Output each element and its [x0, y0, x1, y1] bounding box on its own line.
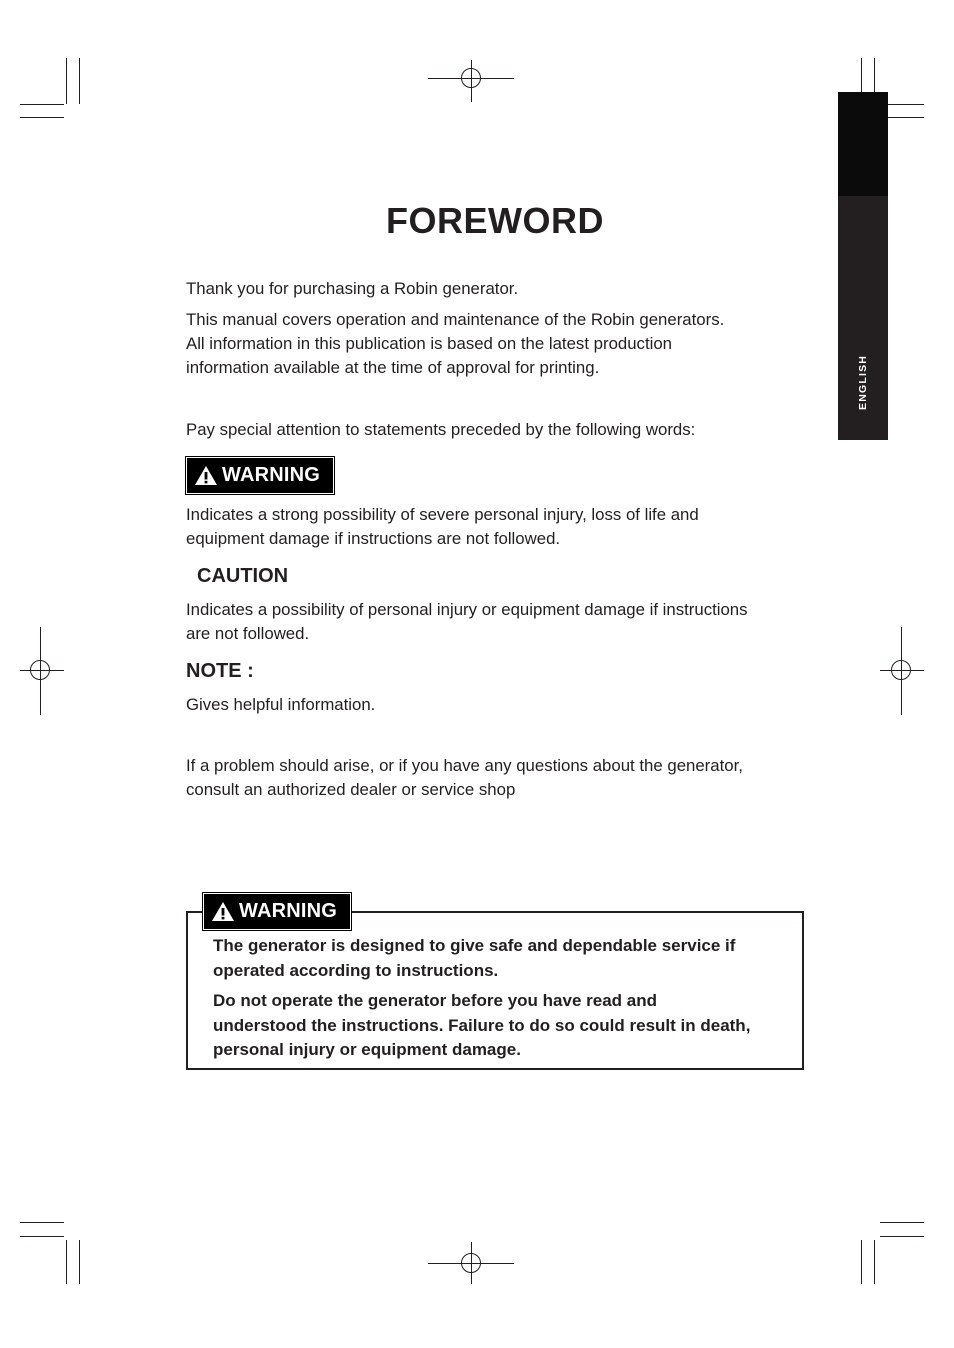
caution-description-line-2: are not followed. — [186, 624, 310, 643]
caution-heading: CAUTION — [197, 565, 289, 587]
warning-triangle-icon — [211, 901, 235, 922]
problem-paragraph-line-2: consult an authorized dealer or service shop — [186, 780, 516, 799]
warning-box-badge — [202, 892, 352, 931]
warning-description-line-2: equipment damage if instructions are not followed. — [186, 529, 561, 548]
language-tab-header — [838, 92, 888, 196]
warning-box-line-4: understood the instructions. Failure to do so could result in death, — [213, 1016, 751, 1035]
note-description: Gives helpful information. — [186, 695, 376, 714]
problem-paragraph-line-1: If a problem should arise, or if you have any questions about the generator, — [186, 756, 743, 775]
warning-badge — [185, 456, 335, 495]
note-heading: NOTE : — [186, 660, 254, 682]
page-title: FOREWORD — [386, 200, 604, 241]
warning-box-line-5: personal injury or equipment damage. — [213, 1040, 521, 1059]
warning-badge-label: WARNING — [222, 464, 321, 486]
language-tab — [838, 92, 888, 440]
intro-paragraph-2-line-1: This manual covers operation and maintenance of the Robin generators. — [186, 310, 725, 329]
warning-box-badge-label: WARNING — [239, 900, 338, 922]
warning-triangle-icon — [194, 465, 218, 486]
warning-description-line-1: Indicates a strong possibility of severe personal injury, loss of life and — [186, 505, 699, 524]
language-tab-label: ENGLISH — [857, 354, 869, 410]
attention-paragraph: Pay special attention to statements preceded by the following words: — [186, 420, 696, 439]
intro-paragraph-2-line-2: All information in this publication is based on the latest production — [186, 334, 673, 353]
caution-description-line-1: Indicates a possibility of personal injury or equipment damage if instructions — [186, 600, 748, 619]
intro-paragraph-2-line-3: information available at the time of approval for printing. — [186, 358, 600, 377]
warning-box-line-1: The generator is designed to give safe and dependable service if — [213, 936, 736, 955]
warning-box-line-2: operated according to instructions. — [213, 961, 499, 980]
intro-paragraph-1: Thank you for purchasing a Robin generator. — [186, 279, 519, 298]
warning-box-line-3: Do not operate the generator before you have read and — [213, 991, 657, 1010]
